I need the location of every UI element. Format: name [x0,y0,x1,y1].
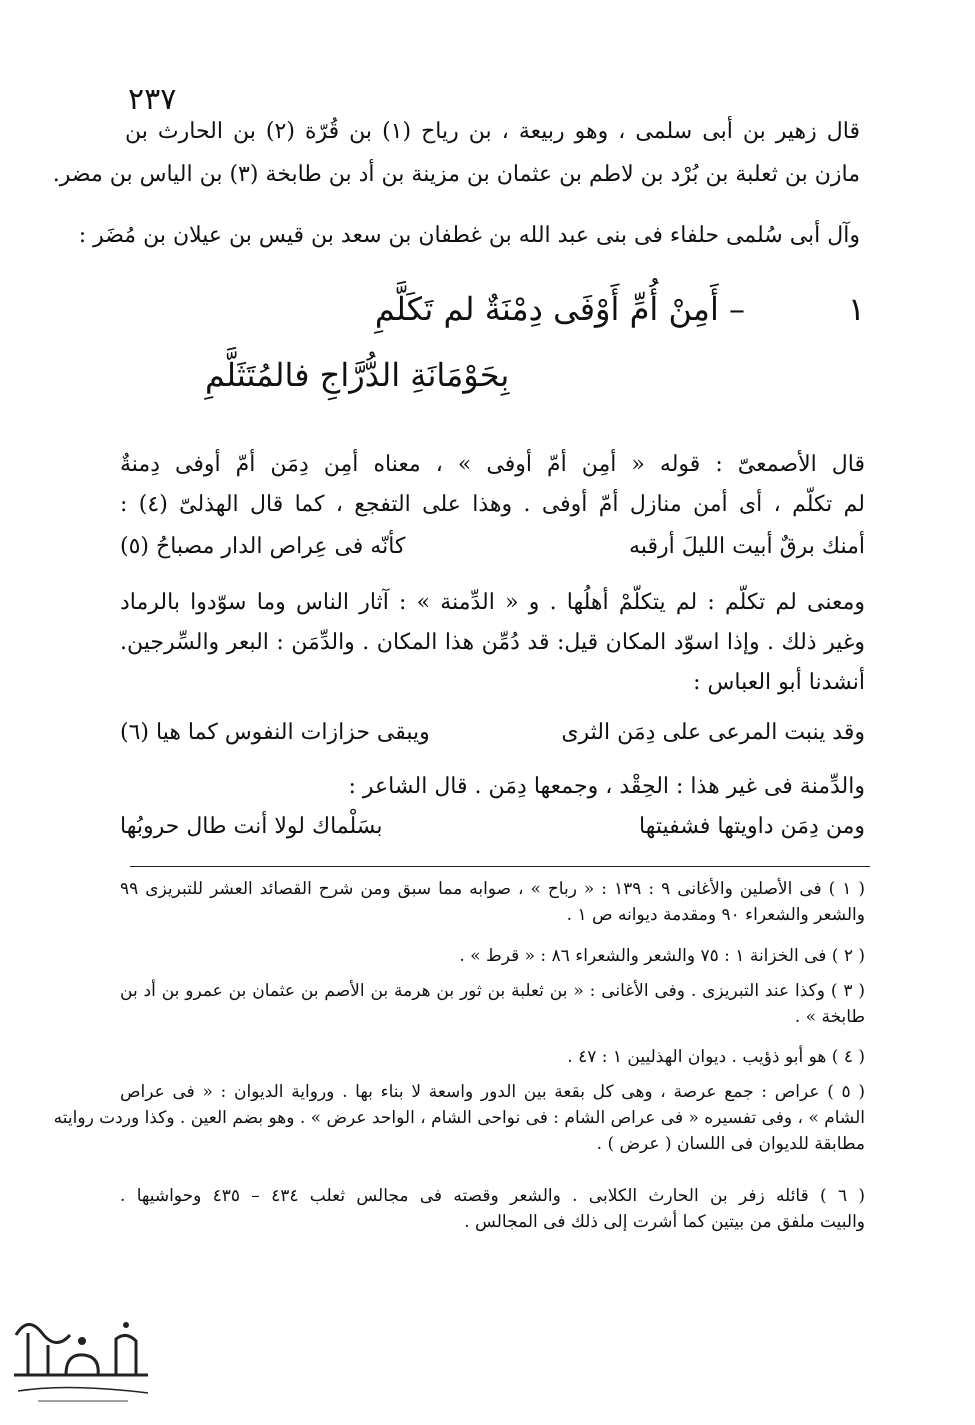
footnote-5 [53,1079,865,1157]
verse-number: ١ [847,290,865,328]
footnote-6-line-2: والبيت ملفق من بيتين كما أشرت إلى ذلك فى المجالس . [464,1212,865,1232]
quote-verse-1-second: كأنّه فى عِراص الدار مصباحُ (٥) [120,534,406,559]
intro-line-2: مازن بن ثعلبة بن بُرْد بن لاطم بن عثمان بن مزينة بن أد بن طابخة (٣) بن الياس بن مضر. [52,162,860,187]
page-number: ٢٣٧ [128,82,177,117]
footnote-6-line-1: ( ٦ ) قائله زفر بن الحارث الكلابى . والشعر وقصته فى مجالس ثعلب ٤٣٤ – ٤٣٥ وحواشيها . [120,1186,866,1206]
quote-verse-2-first: وقد ينبت المرعى على دِمَن الثرى [561,720,865,745]
commentary-line-1: قال الأصمعىّ : قوله « أمِن أمّ أوفى » ، معناه أمِن دِمَن أمّ أوفى دِمنةٌ [120,452,865,477]
quote-verse-1-first: أمنك برقٌ أبيت الليلَ أرقبه [629,534,865,559]
quote-verse-2-second: ويبقى حزازات النفوس كما هيا (٦) [120,720,430,745]
footnote-1-line-1: ( ١ ) فى الأصلين والأغانى ٩ : ١٣٩ : « رباح » ، صوابه مما سبق ومن شرح القصائد العشر للتبريزى ٩٩ [120,879,865,899]
intro-line-1: قال زهير بن أبى سلمى ، وهو ربيعة ، بن رياح (١) بن قُرّة (٢) بن الحارث بن [125,119,860,144]
footnote-2 [120,943,865,969]
commentary-line-2: لم تكلّم ، أى أمن منازل أمّ أوفى . وهذا على التفجع ، كما قال الهذلىّ (٤) : [120,492,865,517]
footnote-4-line-1: ( ٤ ) هو أبو ذؤيب . ديوان الهذليين ١ : ٤٧ . [567,1047,865,1067]
footnote-1-line-2: والشعر والشعراء ٩٠ ومقدمة ديوانه ص ١ . [566,905,865,925]
verse-hemistich-1: – أَمِنْ أُمِّ أَوْفَى دِمْنَةٌ لم تَكَلَّمِ [374,290,745,328]
footnote-3 [120,978,865,1030]
watermark-stamp-logo [8,1305,158,1415]
footnote-5-line-2: الشام » ، وفى تفسيره « فى عراص الشام : فى نواحى الشام ، الواحد عرض » . وهو بضم العين . وكذا وردت روايته [53,1108,865,1128]
recited-line: أنشدنا أبو العباس : [693,670,865,695]
footnote-3-line-1: ( ٣ ) وكذا عند التبريزى . وفى الأغانى : « بن ثعلبة بن ثور بن هرمة بن الأصم بن عثمان بن عمرو بن أد بن [120,981,865,1001]
dimna-line: والدِّمنة فى غير هذا : الحِقْد ، وجمعها دِمَن . قال الشاعر : [348,774,865,799]
footnote-3-line-2: طابخة » . [794,1007,865,1027]
footnote-4 [120,1044,865,1070]
footnote-1 [120,876,865,928]
quote-verse-3-first: ومن دِمَن داويتها فشفيتها [639,814,865,839]
meaning-line-1: ومعنى لم تكلّم : لم يتكلّمْ أهلُها . و « الدِّمنة » : آثار الناس وما سوّدوا بالرماد [120,590,865,615]
meaning-line-2: وغير ذلك . وإذا اسوّد المكان قيل: قد دُمِّن هذا المكان . والدِّمَن : البعر والسِّرجين. [120,630,865,655]
verse-hemistich-2: بِحَوْمَانَةِ الدُّرَّاجِ فالمُتَثَلَّمِ [205,356,510,394]
footnote-2-line-1: ( ٢ ) فى الخزانة ١ : ٧٥ والشعر والشعراء ٨٦ : « قرط » . [459,946,865,966]
intro-line-3: وآل أبى سُلمى حلفاء فى بنى عبد الله بن غطفان بن سعد بن قيس بن عيلان بن مُضَر : [78,223,860,248]
footnote-divider [130,866,870,867]
footnote-5-line-1: ( ٥ ) عراص : جمع عرصة ، وهى كل بقعة بين الدور واسعة لا بناء بها . ورواية الديوان : « فى عراص [120,1082,865,1102]
quote-verse-3-second: بسَلْماك لولا أنت طال حروبُها [120,814,383,839]
footnote-5-line-3: مطابقة للديوان فى اللسان ( عرض ) . [596,1134,865,1154]
footnote-6 [120,1183,865,1235]
